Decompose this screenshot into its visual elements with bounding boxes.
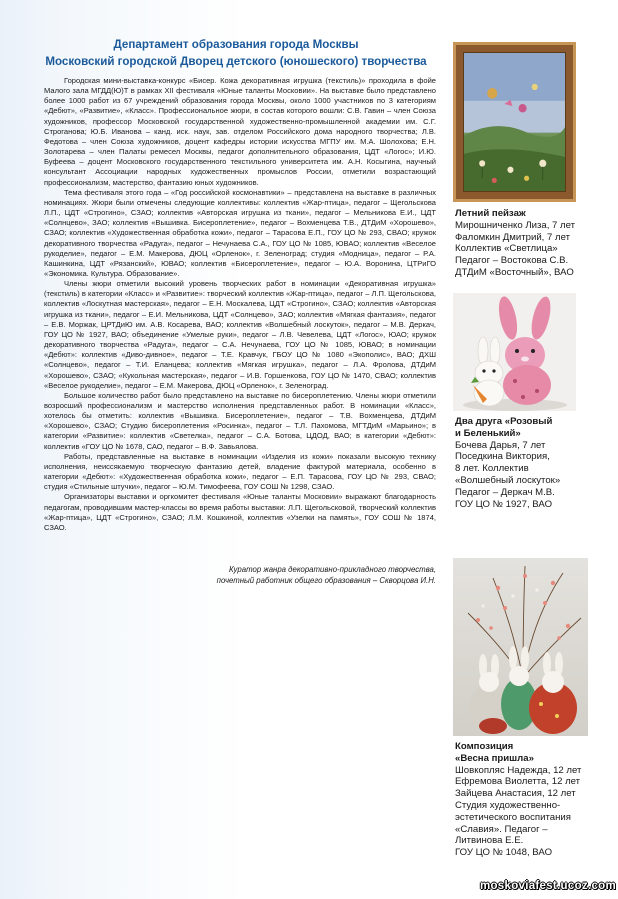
- caption-3-title-line: Композиция: [455, 741, 514, 752]
- paragraph-5: Работы, представленные на выставке в номинации «Изделия из кожи» показали высокую технику исполнения, неиссякаемую творческую фантазию детей, владение фактурой материала, особенно в категории «Дебют»: «Художественная обработка кожи», педагог – Е.П. Тарасова, ГОУ ЦО № 293, СВАО; студия «Стильные штучки», педагог – Ю.М. Тимофеева, ГОУ СОШ № 1298, СЗАО.: [44, 451, 436, 492]
- caption-3-line: Студия художественно-: [455, 799, 561, 811]
- article-header: [36, 36, 436, 70]
- caption-2-line: ГОУ ЦО № 1927, ВАО: [455, 498, 553, 510]
- paragraph-1: Городская мини-выставка-конкурс «Бисер. Кожа декоративная игрушка (текстиль)» проходила в фойе Малого зала МГДД(Ю)Т в рамках XII фестиваля «Юные таланты Московии». На выставке было представлено более 1000 работ из 67 учреждений образования города Москвы, около 1000 участников по 3 категориям «Дебют», «Развитие», «Класс». Профессиональное жюри, в состав которого вошли: С.В. Гавин – член Союза художников, профессор Московской государственной художественно-промышленной академии им. С.Г. Строганова; Ю.Б. Иванова – канд. иск. наук, зав. отделом Российского дома народного творчества; Л.В. Федотова – член Союза художников, доцент кафедры истории искусства МГПУ им. М.А. Шолохова; Е.Н. Золотарева – член Палаты ремесел Москвы, педагог дополнительного образования, ЦДТ «Логос»; И.Ю. Буфеева – доцент Московского государственного текстильного университета им. А.Н. Косыгина, научный консультант Ассоциации народных художественных промыслов России, отметили возрастающий профессионализм, мастерство, фантазию юных художников.: [44, 76, 436, 187]
- summer-landscape-picture: [453, 42, 576, 202]
- spring-composition-illustration: [453, 558, 588, 736]
- caption-3-line: ГОУ ЦО № 1048, ВАО: [455, 847, 553, 859]
- caption-spring-arrived: [455, 741, 615, 859]
- caption-3-line: «Славия». Педагог –: [455, 823, 548, 835]
- caption-3-title-line: «Весна пришла»: [455, 752, 534, 764]
- caption-1-line: Фаломкин Дмитрий, 7 лет: [455, 231, 571, 243]
- paragraph-3: Члены жюри отметили высокий уровень творческих работ в номинации «Декоративная игрушка» (текстиль) в категории «Класс» и «Развитие»: творческий коллектив «Жар-птица», педагог – Л.П. Щегольскова, коллектив «Лоскутная мастерская», педагог – Е.Н. Москалева, ЦДТ «Строгино», СЗАО; коллектив «Авторская игрушка из ткани», педагог – Е.И. Мельникова, ЦДТ «Солнцево», ЗАО; коллектив «Мягкая фантазия», педагог – Е.В. Моржак, ЦРТДиЮ им. А.В. Косарева, ВАО; коллектив «Волшебный лоскуток», педагог – М.В. Деркач, ГОУ ЦО № 1927, ВАО; объединение «Умелые руки», педагог – Л.В. Чевелева, ЦДТ «Логос», ЮАО; кружок декоративного творчества «Радуга», педагог – С.А. Нечунаева, ГОУ ЦО № 1085, ЮВАО; в номинации «Дебют»: коллектив «Диво-дивное», педагог – Т.Е. Кравчук, ГБОУ ЦО № 1080 «Экополис», ВАО; ДХШ «Солнцево», педагог – Т.И. Еланцева; коллектив «Мягкая игрушка», педагог – Л.А. Фролова, ДТДиМ «Хорошево», СЗАО; «Кукольная мастерская», педагог – И.В. Горшенкова, ГОУ ЦО № 1470, СВАО; коллектив «Веселое рукоделие», педагог – Е.М. Макерова, ДЮЦ «Орленок», г. Зеленоград.: [44, 279, 436, 390]
- caption-summer-landscape: [455, 208, 615, 279]
- caption-2-line: Бочева Дарья, 7 лет: [455, 439, 546, 451]
- signature-line-1: Куратор жанра декоративно-прикладного творчества,: [229, 565, 436, 575]
- caption-2-title-line: и Беленький»: [455, 427, 521, 439]
- header-palace: Московский городской Дворец детского (юношеского) творчества: [45, 55, 427, 68]
- landscape-canvas: [463, 52, 566, 192]
- signature: [44, 564, 436, 586]
- landscape-illustration: [464, 53, 565, 191]
- caption-3-line: Шовкопляс Надежда, 12 лет: [455, 764, 582, 776]
- article: [44, 36, 436, 586]
- caption-3-line: Ефремова Виолетта, 12 лет: [455, 776, 581, 788]
- signature-line-2: почетный работник общего образования – Скворцова И.Н.: [216, 576, 436, 586]
- bunnies-illustration: [453, 293, 576, 411]
- two-bunnies-photo: [453, 293, 576, 411]
- header-department: Департамент образования города Москвы: [113, 38, 359, 51]
- spring-composition-photo: [453, 558, 588, 736]
- caption-3-line: эстетического воспитания: [455, 811, 571, 823]
- caption-2-line: Педагог – Деркач М.В.: [455, 486, 555, 498]
- caption-1-line: Педагог – Востокова С.В.: [455, 255, 569, 267]
- paragraph-6: Организаторы выставки и оргкомитет фестиваля «Юные таланты Московии» выражают благодарность педагогам, проводившим мастер-классы во время работы выставки: Л.П. Щегольсковой, творческий коллектив «Жар-птица», ЦДТ «Строгино», СЗАО; Л.М. Кошкиной, коллектив «Узелки на память», ГОУ СОШ № 1874, СЗАО.: [44, 492, 436, 532]
- paragraph-2: Тема фестиваля этого года – «Год российской космонавтики» – представлена на выставке в различных номинациях. Жюри были отмечены следующие коллективы: коллектив «Жар-птица», педагог – Щегольскова Л.П., ЦДТ «Строгино», СЗАО; коллектив «Авторская игрушка из ткани», педагог – Мельникова Е.И., ЦДТ «Солнцево», ЗАО; коллектив «Вышивка. Бисероплетение», педагог – Вохменцева Т.В., ДТДиМ «Хорошево», СЗАО; коллектив «Художественная обработка кожи», педагог – Тарасова Е.П., ГОУ ЦО № 293, СВАО; кружок декоративного творчества «Радуга», педагог – Нечунаева С.А., ГОУ ЦО № 1085, ЮВАО; коллектив «Веселое рукоделие», педагог – Е.М. Макерова, ДЮЦ «Орленок», г. Зеленоград; студия «Модница», педагог – Р.А. Кашинкина, ЦДТ «Рязанский», ЮВАО; коллектив «Бисероплетение», педагог – Ю.А. Воронина, ЦТРиГО «Экономика. Культура. Образование».: [44, 187, 436, 278]
- caption-3-line: Литвинова Е.Е.: [455, 835, 524, 847]
- caption-2-line: «Волшебный лоскуток»: [455, 474, 561, 486]
- caption-two-friends: [455, 416, 615, 510]
- paragraph-4: Большое количество работ было представлено на выставке по бисероплетению. Члены жюри отметили возросший профессионализм и мастерство исполнения представленных работ. В номинации «Класс», хотелось бы отметить: коллектив «Вышивка. Бисероплетение», педагог – Т.В. Вохменцева, ДТДиМ «Хорошево», СЗАО; Студию бисероплетения «Росинка», педагог – Т.Л. Пахомова, МГТДиМ «Марьино»; в категории «Развитие»: коллектив «Светелка», педагог – С.А. Ботова, ЦДОД, ВАО; в категории «Дебют»: коллектив «ГОУ ЦО № 1678, САО, педагог – В.Ф. Завьялова.: [44, 390, 436, 451]
- caption-3-line: Зайцева Анастасия, 12 лет: [455, 788, 576, 800]
- caption-2-line: Поседкина Виктория,: [455, 451, 550, 463]
- caption-2-title-line: Два друга «Розовый: [455, 416, 553, 427]
- footer-url: moskoviafest.ucoz.com: [479, 880, 616, 892]
- caption-1-line: ДТДиМ «Восточный», ВАО: [455, 266, 574, 278]
- caption-2-line: 8 лет. Коллектив: [455, 463, 529, 475]
- caption-1-line: Коллектив «Светлица»: [455, 243, 558, 255]
- caption-1-line: Мирошниченко Лиза, 7 лет: [455, 219, 576, 231]
- caption-1-title: Летний пейзаж: [455, 208, 526, 219]
